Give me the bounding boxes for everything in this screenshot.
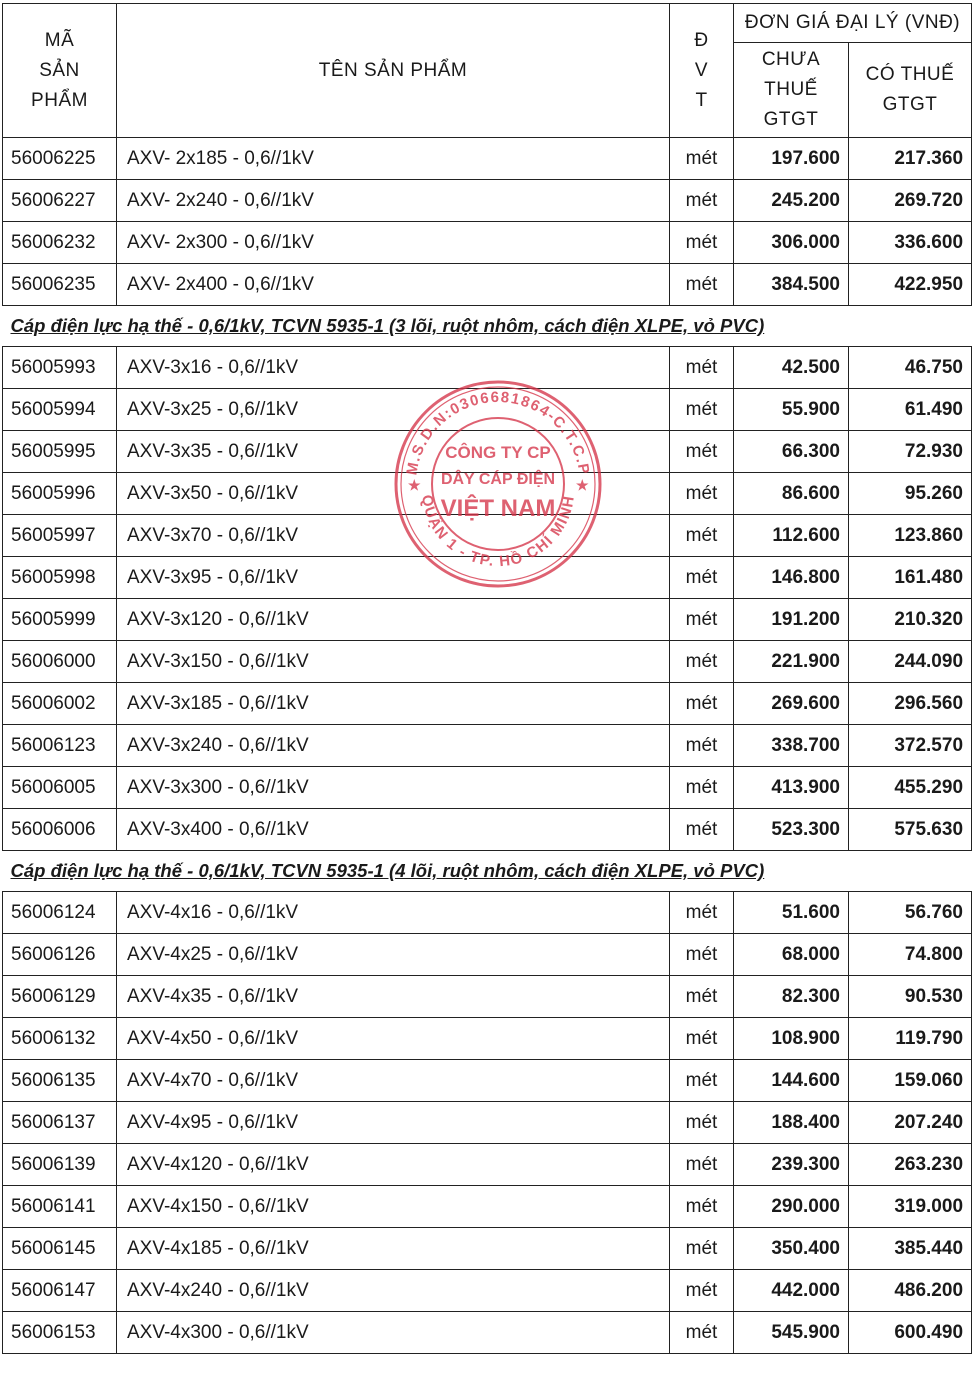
- table-row: [3, 264, 972, 306]
- product-code: 56006137: [3, 1102, 117, 1144]
- table-row: [3, 809, 972, 851]
- product-code: 56006227: [3, 180, 117, 222]
- price-pre-tax: 197.600: [734, 138, 849, 180]
- product-unit: mét: [670, 431, 734, 473]
- table-body: [3, 138, 972, 1354]
- table-row: [3, 347, 972, 389]
- table-row: [3, 180, 972, 222]
- table-row: [3, 641, 972, 683]
- product-name: AXV-3x120 - 0,6//1kV: [117, 599, 670, 641]
- product-code: 56006000: [3, 641, 117, 683]
- product-name: AXV-4x300 - 0,6//1kV: [117, 1312, 670, 1354]
- svg-text:M.S.D.N:0306681864-C.T.C.P: M.S.D.N:0306681864-C.T.C.P: [403, 388, 593, 477]
- table-row: [3, 1270, 972, 1312]
- header-product-code: MÃ SẢN PHẨM: [3, 4, 117, 138]
- price-with-tax: 159.060: [849, 1060, 972, 1102]
- table-row: [3, 892, 972, 934]
- product-name: AXV-4x95 - 0,6//1kV: [117, 1102, 670, 1144]
- price-with-tax: 336.600: [849, 222, 972, 264]
- product-name: AXV-3x95 - 0,6//1kV: [117, 557, 670, 599]
- price-with-tax: 319.000: [849, 1186, 972, 1228]
- product-code: 56006141: [3, 1186, 117, 1228]
- product-name: AXV-4x35 - 0,6//1kV: [117, 976, 670, 1018]
- price-with-tax: 61.490: [849, 389, 972, 431]
- price-pre-tax: 245.200: [734, 180, 849, 222]
- table-row: [3, 138, 972, 180]
- table-row: [3, 557, 972, 599]
- product-code: 56006145: [3, 1228, 117, 1270]
- price-pre-tax: 269.600: [734, 683, 849, 725]
- price-with-tax: 123.860: [849, 515, 972, 557]
- price-with-tax: 46.750: [849, 347, 972, 389]
- product-name: AXV-4x70 - 0,6//1kV: [117, 1060, 670, 1102]
- table-row: [3, 1102, 972, 1144]
- product-code: 56005997: [3, 515, 117, 557]
- product-unit: mét: [670, 1228, 734, 1270]
- table-row: [3, 934, 972, 976]
- price-pre-tax: 66.300: [734, 431, 849, 473]
- price-pre-tax: 108.900: [734, 1018, 849, 1060]
- price-with-tax: 486.200: [849, 1270, 972, 1312]
- svg-text:QUẬN 1 - TP. HỒ CHÍ MINH: QUẬN 1 - TP. HỒ CHÍ MINH: [417, 493, 578, 571]
- product-code: 56005999: [3, 599, 117, 641]
- product-name: AXV-4x50 - 0,6//1kV: [117, 1018, 670, 1060]
- product-name: AXV-4x120 - 0,6//1kV: [117, 1144, 670, 1186]
- product-name: AXV-3x16 - 0,6//1kV: [117, 347, 670, 389]
- price-pre-tax: 413.900: [734, 767, 849, 809]
- product-code: 56006139: [3, 1144, 117, 1186]
- price-with-tax: 74.800: [849, 934, 972, 976]
- product-name: AXV-4x150 - 0,6//1kV: [117, 1186, 670, 1228]
- product-unit: mét: [670, 1144, 734, 1186]
- section-title: Cáp điện lực hạ thế - 0,6/1kV, TCVN 5935-1 (3 lõi, ruột nhôm, cách điện XLPE, vỏ PVC): [3, 306, 972, 347]
- product-code: 56006129: [3, 976, 117, 1018]
- price-with-tax: 95.260: [849, 473, 972, 515]
- price-pre-tax: 384.500: [734, 264, 849, 306]
- price-with-tax: 455.290: [849, 767, 972, 809]
- product-name: AXV-4x16 - 0,6//1kV: [117, 892, 670, 934]
- price-pre-tax: 290.000: [734, 1186, 849, 1228]
- product-name: AXV- 2x400 - 0,6//1kV: [117, 264, 670, 306]
- price-with-tax: 385.440: [849, 1228, 972, 1270]
- product-name: AXV-3x400 - 0,6//1kV: [117, 809, 670, 851]
- product-code: 56005993: [3, 347, 117, 389]
- table-row: [3, 431, 972, 473]
- product-unit: mét: [670, 557, 734, 599]
- product-unit: mét: [670, 389, 734, 431]
- table-row: [3, 222, 972, 264]
- product-name: AXV-3x185 - 0,6//1kV: [117, 683, 670, 725]
- product-name: AXV-3x70 - 0,6//1kV: [117, 515, 670, 557]
- table-row: [3, 473, 972, 515]
- product-unit: mét: [670, 515, 734, 557]
- price-pre-tax: 523.300: [734, 809, 849, 851]
- product-code: 56005995: [3, 431, 117, 473]
- product-code: 56006235: [3, 264, 117, 306]
- svg-text:★: ★: [576, 477, 589, 493]
- product-code: 56005994: [3, 389, 117, 431]
- product-name: AXV-3x240 - 0,6//1kV: [117, 725, 670, 767]
- price-table: [2, 3, 972, 1354]
- product-unit: mét: [670, 1270, 734, 1312]
- product-unit: mét: [670, 1186, 734, 1228]
- price-with-tax: 210.320: [849, 599, 972, 641]
- table-row: [3, 1228, 972, 1270]
- price-pre-tax: 86.600: [734, 473, 849, 515]
- product-name: AXV-3x50 - 0,6//1kV: [117, 473, 670, 515]
- section-title: Cáp điện lực hạ thế - 0,6/1kV, TCVN 5935-1 (4 lõi, ruột nhôm, cách điện XLPE, vỏ PVC): [3, 851, 972, 892]
- product-name: AXV-4x25 - 0,6//1kV: [117, 934, 670, 976]
- product-unit: mét: [670, 976, 734, 1018]
- price-pre-tax: 144.600: [734, 1060, 849, 1102]
- price-with-tax: 600.490: [849, 1312, 972, 1354]
- header-product-name: TÊN SẢN PHẨM: [117, 4, 670, 138]
- product-unit: mét: [670, 767, 734, 809]
- section-row: [3, 306, 972, 347]
- product-code: 56006147: [3, 1270, 117, 1312]
- product-unit: mét: [670, 138, 734, 180]
- table-header: [3, 4, 972, 138]
- price-pre-tax: 112.600: [734, 515, 849, 557]
- product-unit: mét: [670, 809, 734, 851]
- product-name: AXV-4x240 - 0,6//1kV: [117, 1270, 670, 1312]
- product-unit: mét: [670, 180, 734, 222]
- price-with-tax: 372.570: [849, 725, 972, 767]
- price-with-tax: 244.090: [849, 641, 972, 683]
- product-code: 56006225: [3, 138, 117, 180]
- product-code: 56006135: [3, 1060, 117, 1102]
- product-code: 56006123: [3, 725, 117, 767]
- product-unit: mét: [670, 1018, 734, 1060]
- product-code: 56006124: [3, 892, 117, 934]
- price-with-tax: 217.360: [849, 138, 972, 180]
- product-name: AXV-3x35 - 0,6//1kV: [117, 431, 670, 473]
- section-row: [3, 851, 972, 892]
- table-row: [3, 725, 972, 767]
- header-price-pre-tax: CHƯA THUẾ GTGT: [734, 43, 849, 138]
- product-unit: mét: [670, 473, 734, 515]
- svg-text:CÔNG TY CP: CÔNG TY CP: [445, 443, 551, 462]
- price-pre-tax: 545.900: [734, 1312, 849, 1354]
- price-pre-tax: 188.400: [734, 1102, 849, 1144]
- product-code: 56006153: [3, 1312, 117, 1354]
- product-unit: mét: [670, 1060, 734, 1102]
- price-pre-tax: 338.700: [734, 725, 849, 767]
- svg-text:VIỆT NAM: VIỆT NAM: [440, 495, 556, 522]
- price-pre-tax: 51.600: [734, 892, 849, 934]
- header-price-group: ĐƠN GIÁ ĐẠI LÝ (VNĐ): [734, 4, 972, 43]
- product-name: AXV- 2x300 - 0,6//1kV: [117, 222, 670, 264]
- product-unit: mét: [670, 725, 734, 767]
- price-pre-tax: 146.800: [734, 557, 849, 599]
- price-with-tax: 90.530: [849, 976, 972, 1018]
- product-unit: mét: [670, 222, 734, 264]
- table-row: [3, 683, 972, 725]
- price-with-tax: 161.480: [849, 557, 972, 599]
- price-pre-tax: 239.300: [734, 1144, 849, 1186]
- product-unit: mét: [670, 641, 734, 683]
- product-name: AXV-3x25 - 0,6//1kV: [117, 389, 670, 431]
- svg-text:★: ★: [408, 477, 421, 493]
- price-with-tax: 72.930: [849, 431, 972, 473]
- price-with-tax: 56.760: [849, 892, 972, 934]
- table-row: [3, 976, 972, 1018]
- product-unit: mét: [670, 892, 734, 934]
- product-code: 56006126: [3, 934, 117, 976]
- price-with-tax: 263.230: [849, 1144, 972, 1186]
- price-pre-tax: 191.200: [734, 599, 849, 641]
- product-code: 56005998: [3, 557, 117, 599]
- product-name: AXV-3x300 - 0,6//1kV: [117, 767, 670, 809]
- product-unit: mét: [670, 599, 734, 641]
- price-with-tax: 422.950: [849, 264, 972, 306]
- table-row: [3, 599, 972, 641]
- price-with-tax: 296.560: [849, 683, 972, 725]
- product-unit: mét: [670, 683, 734, 725]
- price-with-tax: 269.720: [849, 180, 972, 222]
- svg-text:DÂY CÁP ĐIỆN: DÂY CÁP ĐIỆN: [440, 471, 556, 488]
- price-pre-tax: 55.900: [734, 389, 849, 431]
- product-code: 56006132: [3, 1018, 117, 1060]
- table-row: [3, 767, 972, 809]
- product-code: 56006005: [3, 767, 117, 809]
- price-pre-tax: 442.000: [734, 1270, 849, 1312]
- header-price-with-tax: CÓ THUẾ GTGT: [849, 43, 972, 138]
- table-row: [3, 1312, 972, 1354]
- product-code: 56006232: [3, 222, 117, 264]
- price-pre-tax: 42.500: [734, 347, 849, 389]
- product-unit: mét: [670, 934, 734, 976]
- table-row: [3, 515, 972, 557]
- price-with-tax: 119.790: [849, 1018, 972, 1060]
- price-pre-tax: 306.000: [734, 222, 849, 264]
- product-code: 56006006: [3, 809, 117, 851]
- price-with-tax: 207.240: [849, 1102, 972, 1144]
- price-pre-tax: 68.000: [734, 934, 849, 976]
- price-pre-tax: 350.400: [734, 1228, 849, 1270]
- table-row: [3, 1144, 972, 1186]
- product-name: AXV-4x185 - 0,6//1kV: [117, 1228, 670, 1270]
- product-unit: mét: [670, 347, 734, 389]
- header-unit: Đ V T: [670, 4, 734, 138]
- product-name: AXV- 2x185 - 0,6//1kV: [117, 138, 670, 180]
- table-row: [3, 1018, 972, 1060]
- product-unit: mét: [670, 1312, 734, 1354]
- table-row: [3, 1186, 972, 1228]
- product-unit: mét: [670, 264, 734, 306]
- table-row: [3, 389, 972, 431]
- price-with-tax: 575.630: [849, 809, 972, 851]
- product-name: AXV- 2x240 - 0,6//1kV: [117, 180, 670, 222]
- product-code: 56006002: [3, 683, 117, 725]
- product-code: 56005996: [3, 473, 117, 515]
- price-pre-tax: 82.300: [734, 976, 849, 1018]
- product-name: AXV-3x150 - 0,6//1kV: [117, 641, 670, 683]
- price-pre-tax: 221.900: [734, 641, 849, 683]
- table-row: [3, 1060, 972, 1102]
- product-unit: mét: [670, 1102, 734, 1144]
